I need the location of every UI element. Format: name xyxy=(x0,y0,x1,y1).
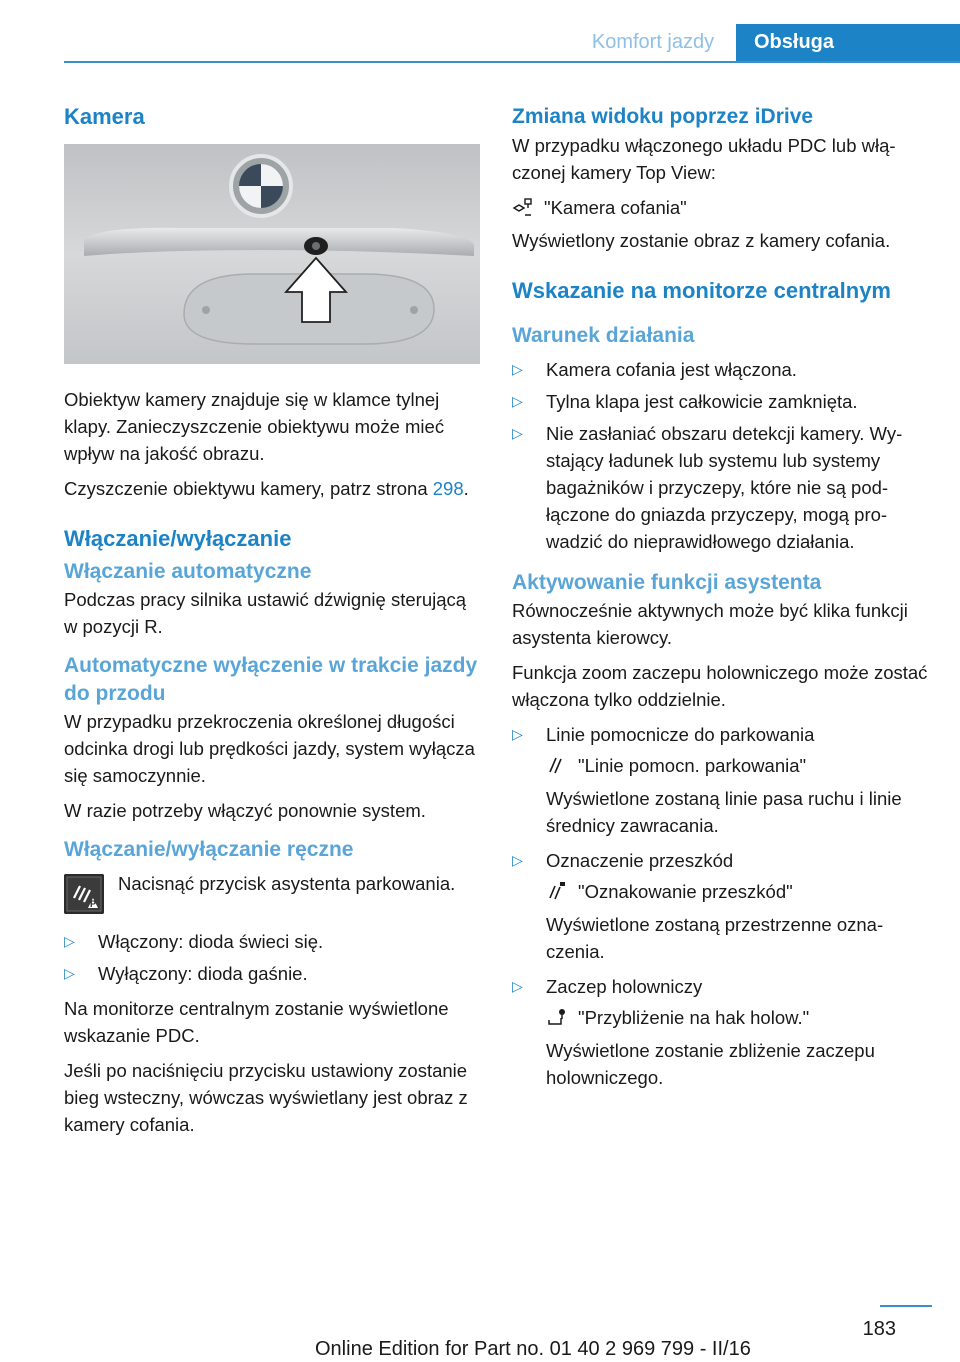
list-item: ▷ Kamera cofania jest włączona. xyxy=(512,356,932,383)
svg-text:P: P xyxy=(89,899,97,909)
page-number: 183 xyxy=(862,1318,896,1340)
list-item: ▷ Oznaczenie przeszkód "Oznakowanie przeszkód" Wyświetlone zostaną przestrzenne oznaczenia. xyxy=(512,847,932,965)
assist-paragraph-1: Równocześnie aktywnych może być klika funkcji asystenta kierowcy. xyxy=(512,600,908,648)
assist-paragraph-2: Funkcja zoom zaczepu holowniczego może zostać włączona tylko oddzielnie. xyxy=(512,662,928,710)
menu-camera-line xyxy=(512,194,932,221)
list-item: ▷ Tylna klapa jest całkowicie zamknięta. xyxy=(512,388,932,415)
press-button-paragraph: Nacisnąć przycisk asystenta parkowania. xyxy=(118,873,456,894)
triangle-bullet-icon: ▷ xyxy=(512,361,523,377)
obstacle-desc: Wyświetlone zostaną przestrzenne oznaczenia. xyxy=(546,914,884,962)
triangle-bullet-icon: ▷ xyxy=(512,726,523,742)
cleaning-paragraph: Czyszczenie obiektywu kamery, patrz strona 298. xyxy=(64,478,469,499)
list-item: ▷ Nie zasłaniać obszaru detekcji kamery. Wystający ładunek lub systemu lub systemy bagażników i przyczepy, które nie są podłączone do gniazda przyczepy, mogą prowadzić do nieprawidłowego działania. xyxy=(512,420,932,555)
reverse-paragraph: Jeśli po naciśnięciu przycisku ustawiony zostanie bieg wsteczny, wówczas wyświetlany jest obraz z kamery cofania. xyxy=(64,1060,468,1135)
menu-hitch-line xyxy=(546,1004,932,1031)
heading-condition: Warunek działania xyxy=(512,324,695,347)
tab-komfort-jazdy[interactable]: Komfort jazdy xyxy=(591,31,715,53)
list-item: ▷ Linie pomocnicze do parkowania "Linie pomocn. parkowania" Wyświetlone zostaną linie pasa ruchu i linie średnicy zawracania. xyxy=(512,721,932,839)
heading-automatic: Włączanie automatyczne xyxy=(64,560,312,583)
obstacle-marking-icon xyxy=(546,880,568,902)
shown-paragraph: Wyświetlony zostanie obraz z kamery cofania. xyxy=(512,230,891,251)
menu-obstacle-line xyxy=(546,878,932,905)
led-status-list xyxy=(64,928,482,987)
footer-divider xyxy=(880,1305,932,1307)
assist-function-list xyxy=(512,721,932,1091)
tab-obsluga[interactable]: Obsługa xyxy=(736,24,960,61)
triangle-bullet-icon: ▷ xyxy=(512,425,523,441)
header-divider xyxy=(64,61,960,63)
left-column xyxy=(64,96,482,1146)
heading-auto-off: Automatyczne wyłączenie w trakcie jazdy do przodu xyxy=(64,654,478,705)
reactivate-paragraph: W razie potrzeby włączyć ponownie system. xyxy=(64,800,426,821)
heading-manual: Włączanie/wyłączanie ręczne xyxy=(64,838,354,861)
parking-lines-icon xyxy=(546,754,568,776)
condition-list xyxy=(512,356,932,555)
triangle-bullet-icon: ▷ xyxy=(512,978,523,994)
auto-off-paragraph: W przypadku przekroczenia określonej długości odcinka drogi lub prędkości jazdy, system wyłącza się samoczynnie. xyxy=(64,711,475,786)
menu-parking-lines-label[interactable]: "Linie pomocn. parkowania" xyxy=(578,755,807,776)
right-column xyxy=(512,96,932,1099)
idrive-paragraph: W przypadku włączonego układu PDC lub włączonej kamery Top View: xyxy=(512,135,896,183)
menu-hitch-label[interactable]: "Przybliżenie na hak holow." xyxy=(578,1007,810,1028)
camera-photo xyxy=(64,144,480,364)
heading-assist: Aktywowanie funkcji asystenta xyxy=(512,571,822,594)
rear-camera-icon xyxy=(512,196,534,218)
auto-paragraph: Podczas pracy silnika ustawić dźwignię sterującą w pozycji R. xyxy=(64,589,467,637)
heading-wlaczanie-wylaczanie: Włączanie/wyłączanie xyxy=(64,526,292,551)
park-assist-button-icon xyxy=(64,874,104,914)
monitor-paragraph: Na monitorze centralnym zostanie wyświetlone wskazanie PDC. xyxy=(64,998,449,1046)
menu-obstacle-label[interactable]: "Oznakowanie przeszkód" xyxy=(578,881,793,902)
parking-lines-desc: Wyświetlone zostaną linie pasa ruchu i linie średnicy zawracania. xyxy=(546,788,902,836)
pdc-button-row xyxy=(64,870,482,914)
triangle-bullet-icon: ▷ xyxy=(512,852,523,868)
list-item: ▷ Wyłączony: dioda gaśnie. xyxy=(64,960,482,987)
menu-camera-label[interactable]: "Kamera cofania" xyxy=(544,197,687,218)
hitch-desc: Wyświetlone zostanie zbliżenie zaczepu holowniczego. xyxy=(546,1040,875,1088)
triangle-bullet-icon: ▷ xyxy=(64,933,75,949)
triangle-bullet-icon: ▷ xyxy=(512,393,523,409)
triangle-bullet-icon: ▷ xyxy=(64,965,75,981)
menu-parking-lines-line xyxy=(546,752,932,779)
page-link-298[interactable]: 298 xyxy=(432,478,464,499)
heading-display: Wskazanie na monitorze centralnym xyxy=(512,278,891,303)
edition-footer: Online Edition for Part no. 01 40 2 969 799 - II/16 xyxy=(315,1338,751,1360)
heading-idrive: Zmiana widoku poprzez iDrive xyxy=(512,105,814,128)
lens-paragraph: Obiektyw kamery znajduje się w klamce tylnej klapy. Zanieczyszczenie obiektywu może mieć wpływ na jakość obrazu. xyxy=(64,389,445,464)
list-item: ▷ Zaczep holowniczy "Przybliżenie na hak holow." Wyświetlone zostanie zbliżenie zaczepu holowniczego. xyxy=(512,973,932,1091)
tow-hitch-icon xyxy=(546,1006,568,1028)
list-item: ▷ Włączony: dioda świeci się. xyxy=(64,928,482,955)
heading-kamera: Kamera xyxy=(64,104,145,129)
